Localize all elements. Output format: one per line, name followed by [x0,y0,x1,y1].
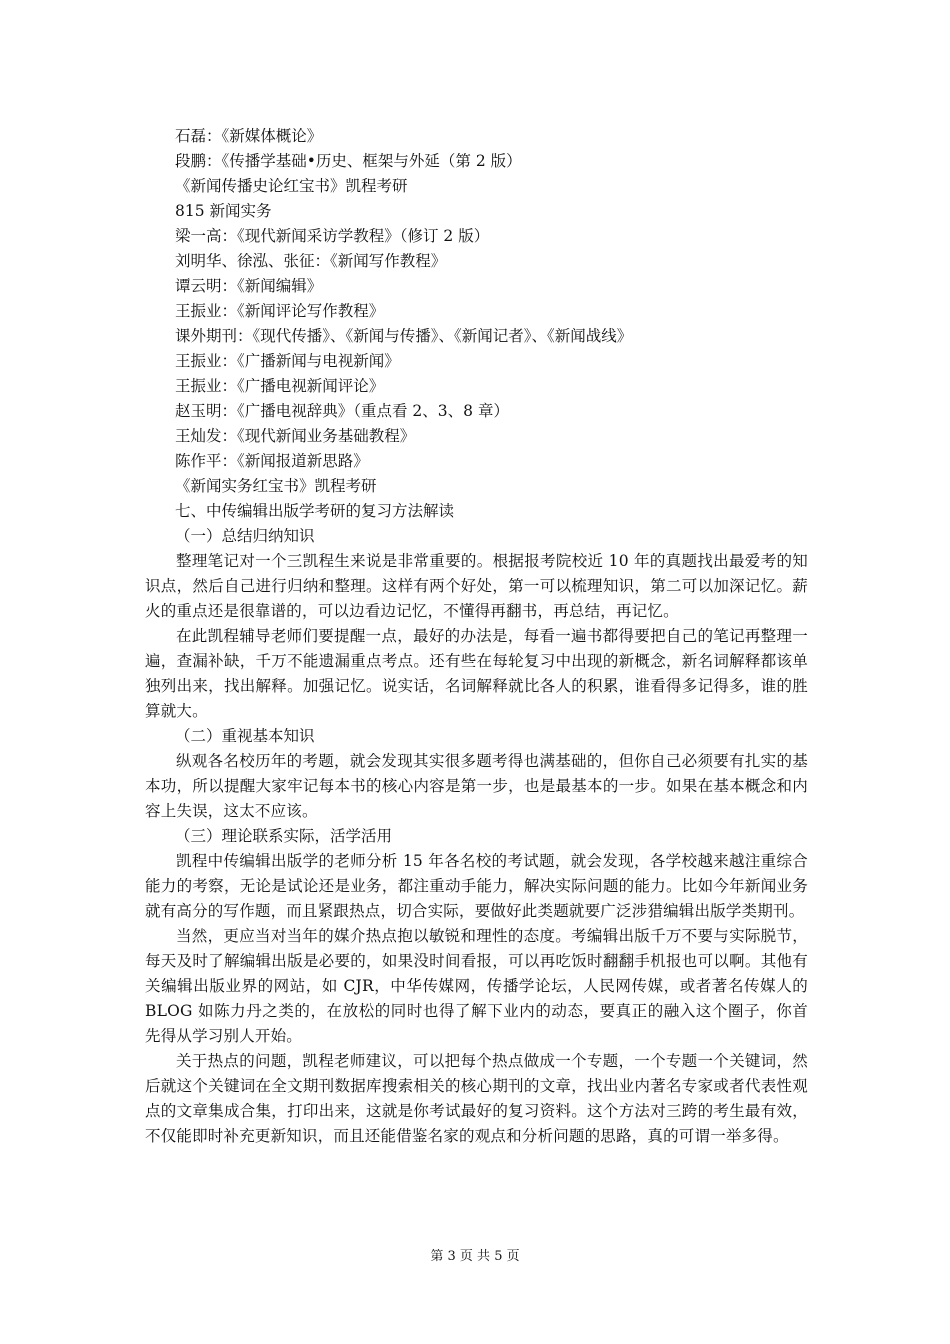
paragraph: 关于热点的问题，凯程老师建议，可以把每个热点做成一个专题，一个专题一个关键词，然后就这个关键词在全文期刊数据库搜索相关的核心期刊的文章，找出业内著名专家或者代表性观点的文章集成合集，打印出来，这就是你考试最好的复习资料。这个方法对三跨的考生最有效，不仅能即时补充更新知识，而且还能借鉴名家的观点和分析问题的思路，真的可谓一举多得。 [145,1052,808,1145]
reference-line: 王振业：《新闻评论写作教程》 [175,302,385,320]
reference-line: 《新闻实务红宝书》凯程考研 [175,477,377,495]
paragraph: 整理笔记对一个三凯程生来说是非常重要的。根据报考院校近 10 年的真题找出最爱考的知识点，然后自己进行归纳和整理。这样有两个好处，第一可以梳理知识，第二可以加深记忆。薪火的重点还是很靠谱的，可以边看边记忆，不懂得再翻书，再总结，再记忆。 [145,552,808,620]
reference-line: 陈作平：《新闻报道新思路》 [175,452,369,470]
reference-line: 课外期刊：《现代传播》、《新闻与传播》、《新闻记者》、《新闻战线》 [175,327,633,345]
paragraph: 在此凯程辅导老师们要提醒一点，最好的办法是，每看一遍书都得要把自己的笔记再整理一遍，查漏补缺，千万不能遗漏重点考点。还有些在每轮复习中出现的新概念，新名词解释都该单独列出来，找出解释。加强记忆。说实话，名词解释就比各人的积累，谁看得多记得多，谁的胜算就大。 [145,627,808,720]
page-footer: 第 3 页 共 5 页 [430,1249,520,1264]
reference-line: 石磊：《新媒体概论》 [175,127,323,145]
reference-line: 段鹏：《传播学基础•历史、框架与外延（第 2 版） [175,152,522,170]
page-content [145,124,808,1149]
subsection-heading: （二）重视基本知识 [175,727,315,745]
reference-line: 王振业：《广播新闻与电视新闻》 [175,352,400,370]
reference-line: 刘明华、徐泓、张征：《新闻写作教程》 [175,252,447,270]
reference-line: 谭云明：《新闻编辑》 [175,277,323,295]
paragraph: 纵观各名校历年的考题，就会发现其实很多题考得也满基础的，但你自己必须要有扎实的基本功，所以提醒大家牢记每本书的核心内容是第一步，也是最基本的一步。如果在基本概念和内容上失误，这太不应该。 [145,752,808,820]
reference-line: 梁一高：《现代新闻采访学教程》（修订 2 版） [175,227,490,245]
reference-line: 赵玉明：《广播电视辞典》（重点看 2、3、8 章） [175,402,509,420]
paragraph: 凯程中传编辑出版学的老师分析 15 年各名校的考试题，就会发现，各学校越来越注重综合能力的考察，无论是试论还是业务，都注重动手能力，解决实际问题的能力。比如今年新闻业务就有高分的写作题，而且紧跟热点，切合实际，要做好此类题就要广泛涉猎编辑出版学类期刊。 [145,852,808,920]
reference-line: 王灿发：《现代新闻业务基础教程》 [175,427,416,445]
reference-line: 《新闻传播史论红宝书》凯程考研 [175,177,408,195]
paragraph: 当然，更应当对当年的媒介热点抱以敏锐和理性的态度。考编辑出版千万不要与实际脱节，每天及时了解编辑出版是必要的，如果没时间看报，可以再吃饭时翻翻手机报也可以啊。其他有关编辑出版业界的网站，如 CJR，中华传媒网，传播学论坛，人民网传媒，或者著名传媒人的 BLOG 如陈力丹之类的，在放松的同时也得了解下业内的动态，要真正的融入这个圈子，你首先得从学习别人开始。 [145,927,808,1045]
subsection-heading: （三）理论联系实际，活学活用 [175,827,393,845]
reference-line: 王振业：《广播电视新闻评论》 [175,377,385,395]
subsection-heading: （一）总结归纳知识 [175,527,315,545]
section-heading: 七、中传编辑出版学考研的复习方法解读 [175,502,455,520]
subject-heading: 815 新闻实务 [175,202,272,220]
